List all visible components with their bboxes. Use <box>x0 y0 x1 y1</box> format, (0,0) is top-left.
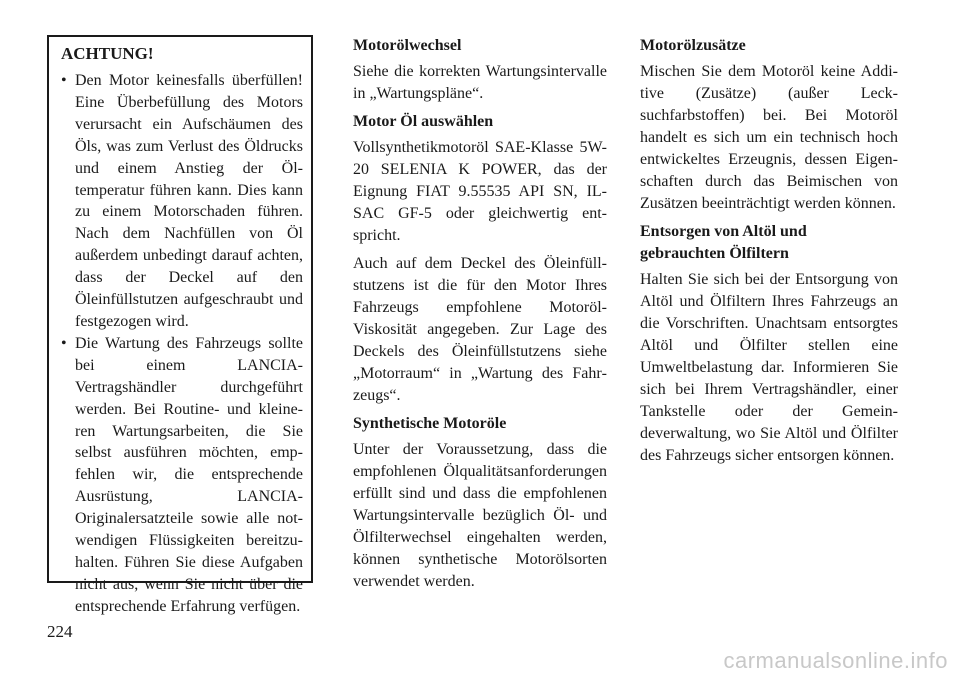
page-number: 224 <box>47 622 73 641</box>
warning-list <box>61 70 303 618</box>
paragraph: Vollsynthetikmotoröl SAE-Klasse 5W-20 SELENIA K POWER, das der Eignung FIAT 9.55535 API SN, ILSAC GF-5 oder gleichwertig entspricht. <box>353 139 607 244</box>
warning-item-text: Die Wartung des Fahrzeugs sollte bei einem LANCIA-Vertragshändler durchgeführt werden. Bei Routine- und kleineren Wartungsarbeiten, die Sie selbst ausführen möchten, empfehlen wir, die entsprechende Ausrüstung, LANCIA-Originalersatzteile sowie alle notwendigen Flüssigkeiten bereitzuhalten. Führen Sie diese Aufgaben nicht aus, wenn Sie nicht über die entsprechende Erfahrung verfügen. <box>75 334 303 615</box>
right-column <box>640 35 898 473</box>
warning-column <box>47 35 313 615</box>
section-heading: Synthetische Motoröle <box>353 415 507 432</box>
section-heading: Motorölzusätze <box>640 37 746 54</box>
section-heading: Motor Öl auswählen <box>353 113 494 130</box>
paragraph: Mischen Sie dem Motoröl keine Additive (Zusätze) (außer Lecksuchfarbstoffen) bei. Bei Motoröl handelt es sich um ein technisch hoch entwickeltes Erzeugnis, dessen Eigenschaften durch das Beimischen von Zusätzen beeinträchtigt werden können. <box>640 63 898 212</box>
section-heading <box>640 221 898 265</box>
watermark: carmanualsonline.info <box>723 648 948 673</box>
paragraph: Unter der Voraussetzung, dass die empfohlenen Ölqualitätsanforderungen erfüllt sind und dass die empfohlenen Wartungsintervalle bezüglich Öl- und Ölfilterwechsel eingehalten werden, können synthetische Motorölsorten verwendet werden. <box>353 441 607 590</box>
paragraph: Auch auf dem Deckel des Öleinfüllstutzens ist die für den Motor Ihres Fahrzeugs empfohlene Motoröl-Viskosität angegeben. Zur Lage des Deckels des Öleinfüllstutzens siehe „Motorraum“ in „Wartung des Fahrzeugs“. <box>353 255 607 404</box>
bullet-icon: • <box>61 72 67 89</box>
warning-item <box>61 333 303 618</box>
warning-title: ACHTUNG! <box>61 44 154 63</box>
middle-column <box>353 35 607 599</box>
bullet-icon: • <box>61 334 67 352</box>
heading-line: gebrauchten Ölfiltern <box>640 245 789 262</box>
paragraph: Halten Sie sich bei der Entsorgung von Altöl und Ölfiltern Ihres Fahrzeugs an die Vorschriften. Unachtsam entsorgtes Altöl und Ölfilter stellen eine Umweltbelastung dar. Informieren Sie sich bei Ihrem Vertragshändler, einer Tankstelle oder der Gemeindeverwaltung, wo Sie Altöl und Ölfilter des Fahrzeugs sicher entsorgen können. <box>640 271 898 464</box>
heading-line: Entsorgen von Altöl und <box>640 223 807 240</box>
warning-item <box>61 70 303 333</box>
paragraph: Siehe die korrekten Wartungsintervalle in „Wartungspläne“. <box>353 63 607 102</box>
warning-item-text: Den Motor keinesfalls überfüllen! Eine Überbefüllung des Motors verursacht ein Aufschäumen des Öls, was zum Verlust des Öldrucks und einem Anstieg der Öltemperatur führen kann. Dies kann zu einem Motorschaden führen. Nach dem Nachfüllen von Öl außerdem unbedingt darauf achten, dass der Deckel auf den Öleinfüllstutzen aufgeschraubt und festgezogen wird. <box>75 72 303 330</box>
section-heading: Motorölwechsel <box>353 37 462 54</box>
warning-box <box>47 35 313 615</box>
